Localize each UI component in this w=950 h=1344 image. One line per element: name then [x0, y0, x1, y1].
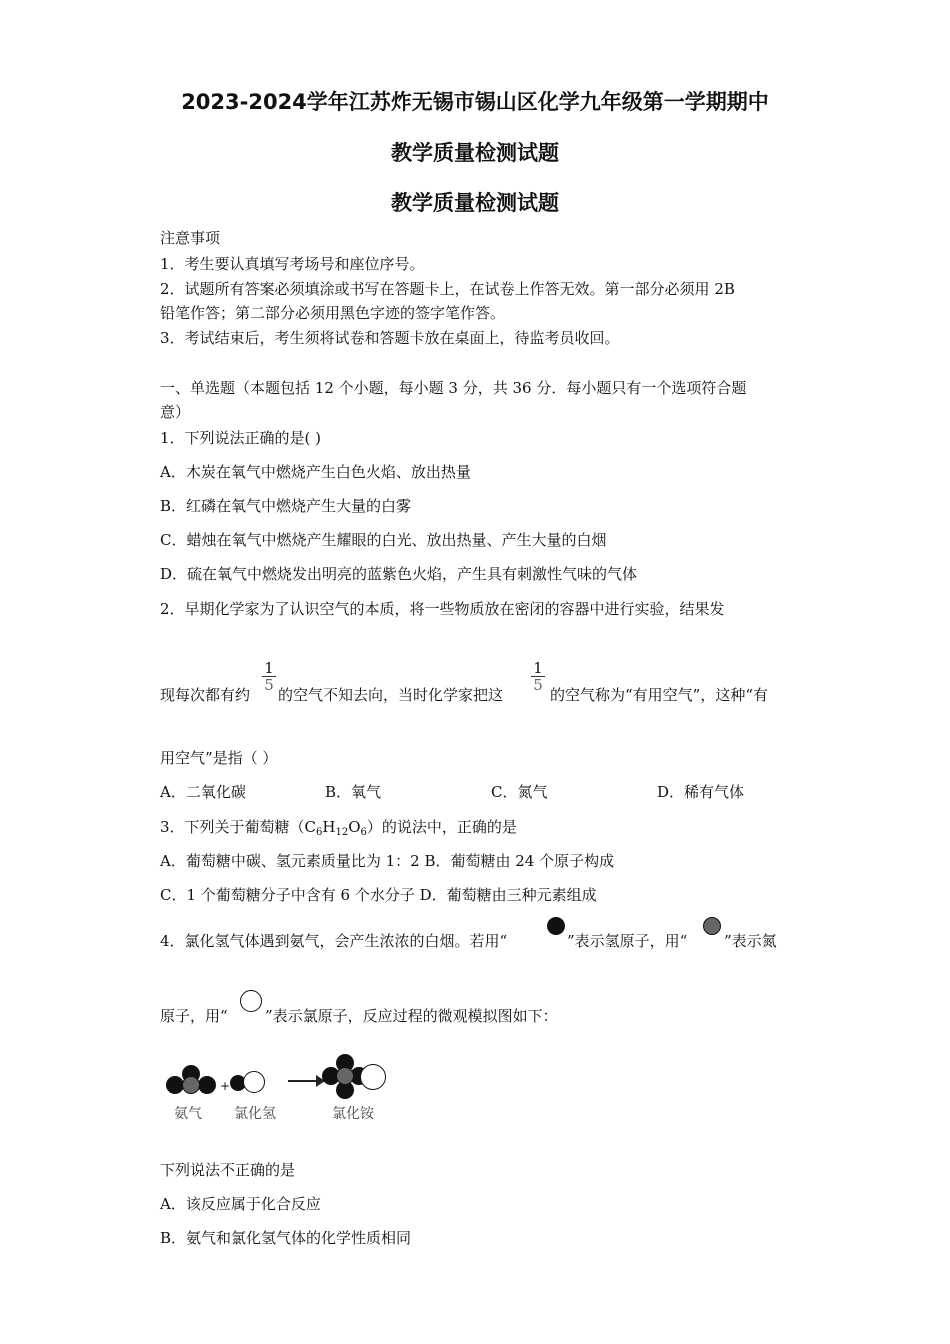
q4-option-b: B．氨气和氯化氢气体的化学性质相同 — [160, 1229, 412, 1247]
q3-stem-pre: 3．下列关于葡萄糖（ — [160, 818, 305, 836]
formula-sub-12: 12 — [335, 827, 349, 838]
label-hydrogen-chloride: 氯化氢 — [234, 1106, 276, 1122]
notice-item-2-cont: 铅笔作答；第二部分必须用黑色字迹的签字笔作答。 — [160, 304, 506, 322]
q2-stem-part1: 现每次都有约 — [160, 686, 251, 704]
q1-option-c: C．蜡烛在氧气中燃烧产生耀眼的白光、放出热量、产生大量的白烟 — [160, 531, 607, 549]
q3-stem-post: ）的说法中，正确的是 — [366, 818, 517, 836]
formula-sub-6: 6 — [360, 827, 367, 838]
q3-stem — [160, 816, 517, 838]
q2-stem: 2．早期化学家为了认识空气的本质，将一些物质放在密闭的容器中进行实验，结果发 — [160, 600, 725, 618]
notice-item-2: 2．试题所有答案必须填涂或书写在答题卡上，在试卷上作答无效。第一部分必须用 2B — [160, 280, 735, 298]
q3-options-cd: C．1 个葡萄糖分子中含有 6 个水分子 D．葡萄糖由三种元素组成 — [160, 886, 597, 904]
chlorine-atom-icon — [240, 990, 262, 1012]
q4-question: 下列说法不正确的是 — [160, 1161, 296, 1179]
q2-fraction-1 — [262, 660, 276, 693]
formula-o: O — [348, 818, 361, 836]
section-heading: 一、单选题（本题包括 12 个小题，每小题 3 分，共 36 分．每小题只有一个选项符合题 — [160, 379, 747, 397]
notice-heading: 注意事项 — [160, 229, 221, 247]
q2-stem-part3: 的空气称为“有用空气”，这种“有 — [550, 686, 769, 704]
glucose-formula — [305, 818, 367, 836]
formula-sub-6: 6 — [316, 827, 323, 838]
q2-option-d: D．稀有气体 — [657, 783, 745, 801]
q2-fraction-2 — [531, 660, 545, 693]
hydrogen-atom-icon — [547, 917, 565, 935]
q4-stem-line2-end: ”表示氯原子，反应过程的微观模拟图如下： — [265, 1007, 558, 1025]
q4-option-a: A．该反应属于化合反应 — [160, 1195, 321, 1213]
reaction-diagram — [160, 1045, 400, 1125]
page-title: 2023-2024学年江苏炸无锡市锡山区化学九年级第一学期期中 — [181, 90, 769, 114]
fraction-numerator: 1 — [262, 660, 276, 677]
chlorine-atom-icon — [360, 1064, 386, 1090]
label-ammonium-chloride: 氯化铵 — [332, 1106, 374, 1122]
label-ammonia: 氨气 — [174, 1106, 202, 1122]
q4-stem-part2: ”表示氢原子，用“ — [567, 932, 688, 950]
page-subtitle-repeat: 教学质量检测试题 — [391, 191, 559, 215]
q2-option-b: B．氧气 — [325, 783, 382, 801]
formula-h: H — [322, 818, 336, 836]
page-subtitle: 教学质量检测试题 — [391, 141, 559, 165]
plus-sign: + — [220, 1079, 231, 1093]
fraction-numerator: 1 — [531, 660, 545, 677]
nitrogen-atom-icon — [703, 917, 721, 935]
q3-options-ab: A．葡萄糖中碳、氢元素质量比为 1：2 B．葡萄糖由 24 个原子构成 — [160, 852, 615, 870]
q2-stem-part2: 的空气不知去向，当时化学家把这 — [278, 686, 504, 704]
fraction-denominator: 5 — [533, 676, 543, 694]
q1-option-d: D．硫在氧气中燃烧发出明亮的蓝紫色火焰，产生具有刺激性气味的气体 — [160, 565, 638, 583]
chlorine-atom-icon — [243, 1071, 265, 1093]
q4-stem-part3: ”表示氮 — [724, 932, 777, 950]
fraction-denominator: 5 — [264, 676, 274, 694]
q1-option-a: A．木炭在氧气中燃烧产生白色火焰、放出热量 — [160, 463, 471, 481]
q1-stem: 1．下列说法正确的是( ) — [160, 429, 322, 447]
q4-stem-line2-start: 原子，用“ — [160, 1007, 228, 1025]
q1-option-b: B．红磷在氧气中燃烧产生大量的白雾 — [160, 497, 412, 515]
q2-stem-end: 用空气”是指（ ） — [160, 749, 278, 767]
notice-item-3: 3．考试结束后，考生须将试卷和答题卡放在桌面上，待监考员收回。 — [160, 329, 620, 347]
nitrogen-atom-icon — [336, 1067, 354, 1085]
q4-stem-part1: 4．氯化氢气体遇到氨气，会产生浓浓的白烟。若用“ — [160, 932, 508, 950]
q2-option-a: A．二氧化碳 — [160, 783, 246, 801]
arrow-right-icon — [288, 1080, 318, 1082]
q2-option-c: C．氮气 — [491, 783, 548, 801]
hydrogen-atom-icon — [198, 1076, 216, 1094]
nitrogen-atom-icon — [182, 1076, 200, 1094]
formula-c: C — [304, 818, 317, 836]
notice-item-1: 1．考生要认真填写考场号和座位序号。 — [160, 255, 425, 273]
section-heading-cont: 意） — [160, 403, 191, 421]
